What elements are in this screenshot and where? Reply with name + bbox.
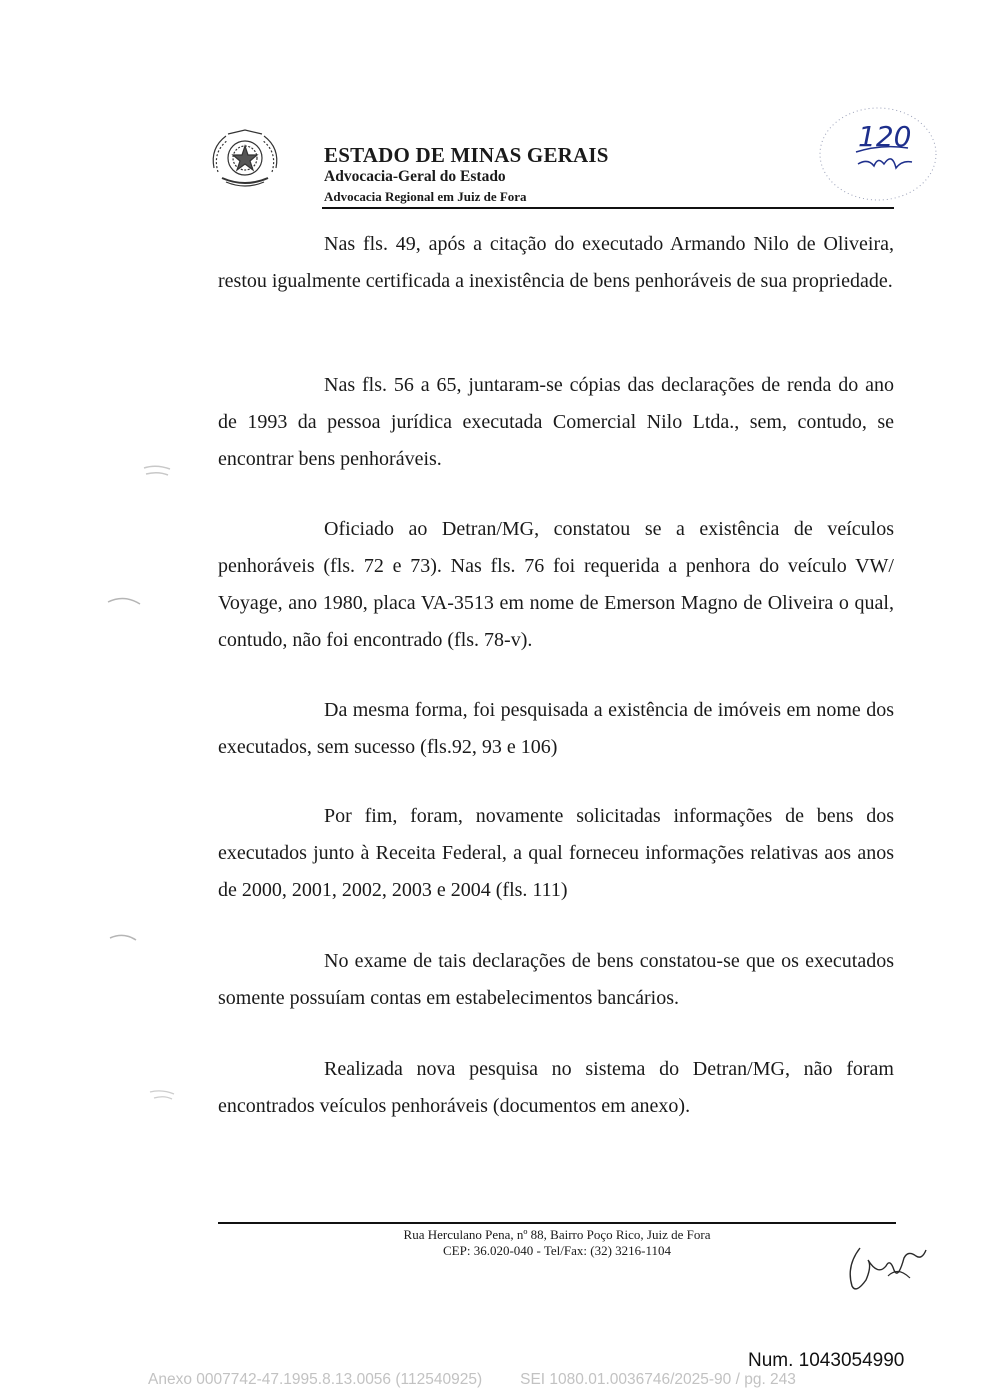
agency-name: Advocacia-Geral do Estado (324, 168, 506, 185)
annex-reference: Anexo 0007742-47.1995.8.13.0056 (112540925) (148, 1371, 483, 1388)
document-footer-line (148, 1371, 834, 1389)
paragraph: Realizada nova pesquisa no sistema do Detran/MG, não foram encontrados veículos penhoráveis (documentos em anexo). (218, 1058, 894, 1117)
page-number-stamp: 120 (858, 120, 912, 153)
scan-mark-icon (104, 592, 144, 610)
regional-office: Advocacia Regional em Juiz de Fora (324, 189, 527, 204)
sei-reference: SEI 1080.01.0036746/2025-90 / pg. 243 (520, 1371, 796, 1388)
state-title: ESTADO DE MINAS GERAIS (324, 143, 609, 167)
coat-of-arms-icon (208, 128, 282, 190)
paragraph: No exame de tais declarações de bens constatou-se que os executados somente possuíam contas em estabelecimentos bancários. (218, 950, 894, 1009)
paragraph: Da mesma forma, foi pesquisada a existência de imóveis em nome dos executados, sem sucesso (fls.92, 93 e 106) (218, 699, 894, 758)
signature-icon (838, 1236, 938, 1298)
scan-mark-icon (140, 462, 174, 480)
paragraph: Nas fls. 56 a 65, juntaram-se cópias das declarações de renda do ano de 1993 da pessoa jurídica executada Comercial Nilo Ltda., sem, contudo, se encontrar bens penhoráveis. (218, 374, 894, 470)
footer-address: Rua Herculano Pena, nº 88, Bairro Poço Rico, Juiz de Fora (403, 1227, 711, 1242)
page-number-stamp-icon (812, 102, 940, 206)
paragraph: Por fim, foram, novamente solicitadas informações de bens dos executados junto à Receita Federal, a qual forneceu informações relativas aos anos de 2000, 2001, 2002, 2003 e 2004 (fls. 111) (218, 805, 894, 901)
paragraph: Nas fls. 49, após a citação do executado Armando Nilo de Oliveira, restou igualmente certificada a inexistência de bens penhoráveis de sua propriedade. (218, 233, 894, 292)
paragraph: Oficiado ao Detran/MG, constatou se a existência de veículos penhoráveis (fls. 72 e 73). Nas fls. 76 foi requerida a penhora do veículo VW/ Voyage, ano 1980, placa VA-3513 em nome de Emerson Magno de Oliveira o qual, contudo, não foi encontrado (fls. 78-v). (218, 518, 894, 651)
scan-mark-icon (146, 1086, 180, 1104)
footer-rule (218, 1222, 896, 1224)
header-rule (322, 207, 894, 209)
footer-contact: CEP: 36.020-040 - Tel/Fax: (32) 3216-1104 (442, 1243, 672, 1258)
scan-mark-icon (106, 930, 140, 946)
document-number: Num. 1043054990 (748, 1350, 905, 1371)
